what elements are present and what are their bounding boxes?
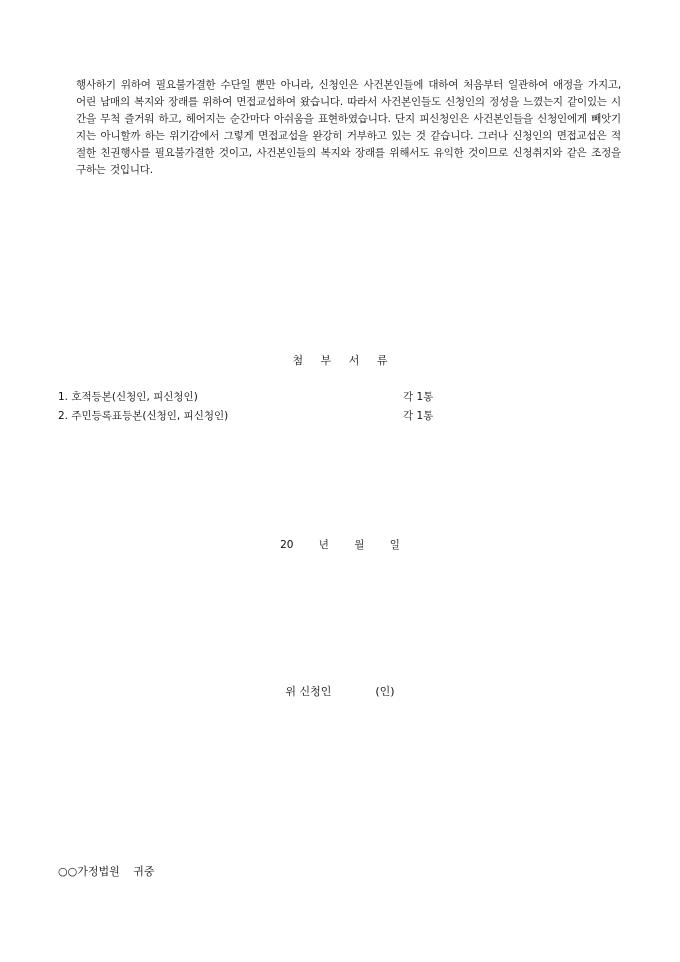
date-line: 20 년 월 일 xyxy=(280,539,400,551)
seal-mark: (인) xyxy=(375,685,395,698)
attachment-quantity: 각 1통 xyxy=(403,391,434,403)
court-addressee: ○○가정법원 귀중 xyxy=(58,865,155,878)
attachments-list xyxy=(58,388,458,426)
attachment-label: 2. 주민등록표등본(신청인, 피신청인) xyxy=(58,410,229,422)
attachment-quantity: 각 1통 xyxy=(403,410,434,422)
signature-line xyxy=(0,683,680,699)
attachments-title: 첨 부 서 류 xyxy=(292,354,388,367)
signature-label: 위 신청인 xyxy=(285,685,332,698)
attachment-label: 1. 호적등본(신청인, 피신청인) xyxy=(58,391,198,403)
attachment-item xyxy=(58,407,458,426)
attachment-item xyxy=(58,388,458,407)
body-paragraph: 행사하기 위하여 필요불가결한 수단일 뿐만 아니라, 신청인은 사건본인들에 대하여 처음부터 일관하여 애정을 가지고, 어린 남매의 복지와 장래를 위하여 면접교섭하여 왔습니다. 따라서 사건본인들도 신청인의 정성을 느꼈는지 같이있는 시간을 무척 즐거워 하고, 헤어지는 순간마다 아쉬움을 표현하였습니다. 단지 피신청인은 사건본인들을 신청인에게 빼앗기지는 아니할까 하는 위기감에서 그렇게 면접교섭을 완강히 거부하고 있는 것 같습니다. 그러나 신청인의 면접교섭은 적절한 친권행사를 필요불가결한 것이고, 사건본인들의 복지와 장래를 위해서도 유익한 것이므로 신청취지와 같은 조정을 구하는 것입니다. xyxy=(76,79,621,176)
